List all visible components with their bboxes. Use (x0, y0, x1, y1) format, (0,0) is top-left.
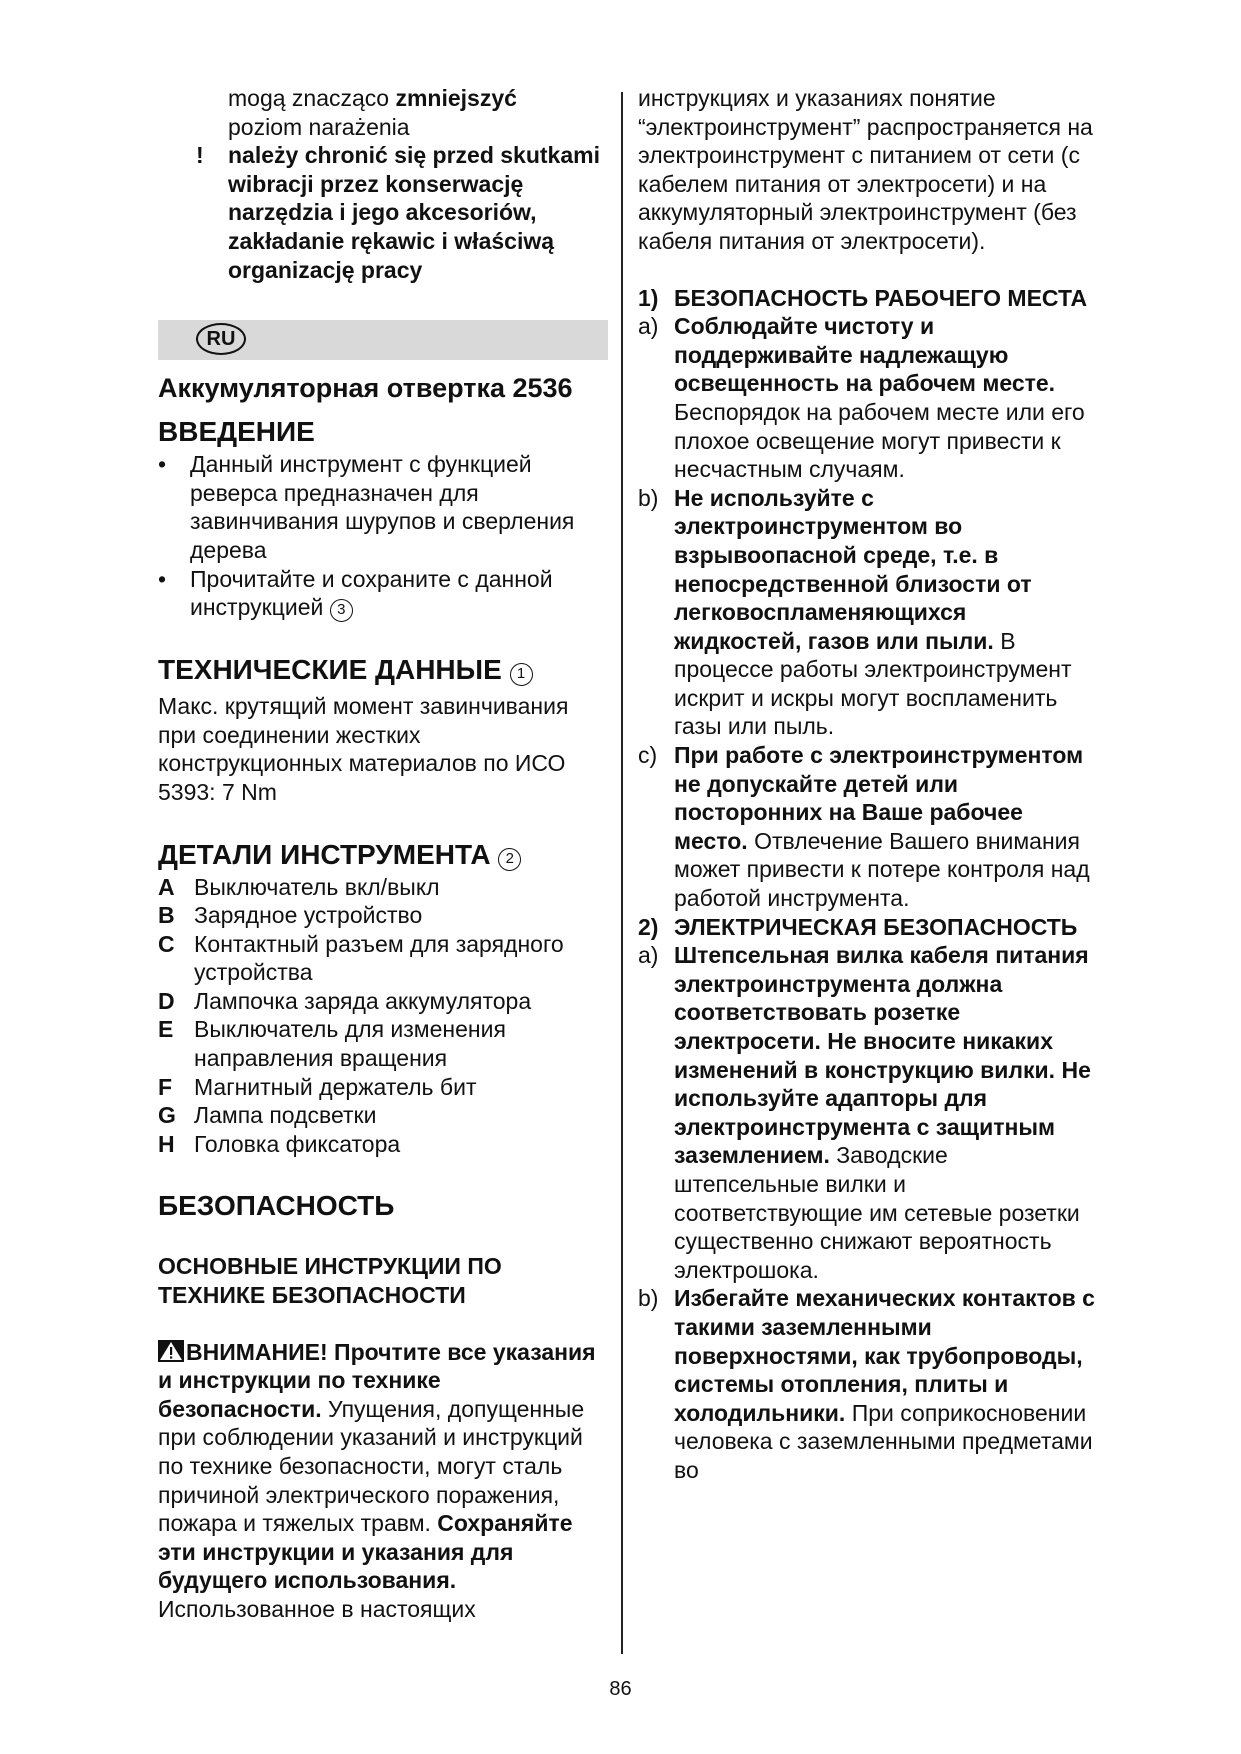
section-2-heading (638, 913, 1098, 942)
list-item (158, 930, 610, 987)
list-item (638, 484, 1098, 741)
part-text: Зарядное устройство (194, 902, 423, 929)
list-item (158, 873, 610, 902)
item-text: В процессе работы электроинструмент искрит и искры могут воспламенить газы или пыль. (674, 627, 1072, 740)
part-text: Контактный разъем для зарядного устройства (194, 930, 564, 986)
tech-heading-text: ТЕХНИЧЕСКИЕ ДАННЫЕ (158, 654, 510, 686)
part-letter: G (158, 1102, 176, 1129)
tech-data-heading (158, 652, 610, 688)
item-bold: Штепсельная вилка кабеля питания электроинструмента должна соответствовать розетке электросети. Не вносите никаких изменений в конструкцию вилки. Не используйте адапторы для электроинструмента с защитным заземлением. (674, 942, 1091, 1169)
bullet-text: Прочитайте и сохраните с данной инструкцией (190, 565, 553, 621)
tech-data-text: Макс. крутящий момент завинчивания при соединении жестких конструкционных материалов по ИСО 5393: 7 Nm (158, 693, 569, 805)
list-item (638, 1284, 1098, 1484)
part-letter: H (158, 1130, 175, 1157)
exclamation-mark: ! (196, 142, 204, 169)
figure-ref-icon: 3 (330, 599, 353, 622)
section-number: 2) (638, 913, 659, 940)
part-letter: D (158, 987, 175, 1014)
list-item (638, 741, 1098, 913)
bullet: • (158, 451, 167, 478)
column-divider (621, 92, 623, 1654)
language-badge: RU (196, 323, 246, 355)
polish-bold: zmniejszyć (395, 85, 517, 111)
safety-heading: БЕЗОПАСНОСТЬ (158, 1190, 395, 1222)
item-letter: b) (638, 484, 659, 511)
item-letter: a) (638, 942, 659, 969)
section-title: БЕЗОПАСНОСТЬ РАБОЧЕГО МЕСТА (674, 284, 1088, 311)
item-text: Заводские штепсельные вилки и соответствующие им сетевые розетки существенно снижают вероятность электрошока. (674, 1142, 1080, 1283)
language-bar (158, 320, 608, 360)
polish-text: mogą znacząco (228, 85, 396, 111)
page-number: 86 (609, 1678, 632, 1700)
warning-triangle-icon (158, 1340, 184, 1362)
polish-text-2: poziom narażenia (228, 113, 410, 140)
list-item (158, 987, 610, 1016)
list-item (638, 941, 1098, 1284)
polish-continuation (158, 84, 610, 141)
item-bold: Избегайте механических контактов с такими заземленными поверхностями, как трубопроводы, системы отопления, плиты и холодильники. (674, 1285, 1095, 1426)
intro-bullets (158, 450, 610, 622)
parts-list (158, 873, 610, 1159)
bullet: • (158, 565, 167, 592)
list-item (158, 450, 610, 564)
item-text: Отвлечение Вашего внимания может привести к потере контроля над работой инструмента. (674, 827, 1090, 912)
polish-warning-text: należy chronić się przed skutkami wibracji przez konserwację narzędzia i jego akcesoriów, zakładanie rękawic i właściwą organizację pracy (228, 142, 600, 283)
section-title: ЭЛЕКТРИЧЕСКАЯ БЕЗОПАСНОСТЬ (674, 913, 1078, 940)
warning-bold-2: Сохраняйте эти инструкции и указания для будущего использования. (158, 1510, 573, 1594)
list-item (158, 565, 610, 623)
part-letter: C (158, 930, 175, 957)
parts-heading-text: ДЕТАЛИ ИНСТРУМЕНТА (158, 838, 499, 870)
section-number: 1) (638, 284, 659, 311)
item-bold: Соблюдайте чистоту и поддерживайте надлежащую освещенность на рабочем месте. (674, 313, 1056, 397)
list-item (158, 1015, 610, 1072)
list-item (158, 1073, 610, 1102)
part-letter: F (158, 1073, 173, 1100)
part-letter: E (158, 1016, 174, 1043)
warning-bold-1: ВНИМАНИЕ! Прочтите все указания и инструкции по технике безопасности. (158, 1338, 596, 1422)
item-bold: При работе с электроинструментом не допускайте детей или посторонних на Ваше рабочее место. (674, 742, 1084, 854)
item-text: Беспорядок на рабочем месте или его плохое освещение могут привести к несчастным случаям. (674, 398, 1085, 483)
parts-heading (158, 837, 610, 873)
part-letter: A (158, 873, 175, 900)
part-text: Выключатель для изменения направления вращения (194, 1016, 506, 1072)
item-text: При соприкосновении человека с заземленными предметами во (674, 1399, 1093, 1483)
bullet-text: Данный инструмент с функцией реверса предназначен для завинчивания шурупов и сверления дерева (190, 451, 575, 563)
figure-ref-icon: 1 (510, 663, 533, 686)
right-column (638, 84, 1098, 1485)
part-text: Выключатель вкл/выкл (194, 873, 440, 900)
safety-subheading: ОСНОВНЫЕ ИНСТРУКЦИИ ПО ТЕХНИКЕ БЕЗОПАСНОСТИ (158, 1253, 502, 1309)
polish-warning-item (158, 141, 610, 284)
part-letter: B (158, 902, 175, 929)
list-item (158, 901, 610, 930)
product-title: Аккумуляторная отвертка 2536 (158, 373, 573, 404)
part-text: Магнитный держатель бит (194, 1073, 477, 1100)
definition-text: инструкциях и указаниях понятие “электроинструмент” распространяется на электроинструмент с питанием от сети (с кабелем питания от электросети) и на аккумуляторный электроинструмент (без кабеля питания от электросети). (638, 85, 1093, 254)
warning-text-1: Упущения, допущенные при соблюдении указаний и инструкций по технике безопасности, могут сталь причиной электрического поражения, пожара и тяжелых травм. (158, 1395, 585, 1537)
list-item (158, 1130, 610, 1159)
left-column (158, 84, 610, 1624)
section-1-heading (638, 284, 1098, 313)
figure-ref-icon: 2 (498, 848, 521, 871)
item-letter: a) (638, 313, 659, 340)
item-bold: Не используйте с электроинструментом во взрывоопасной среде, т.е. в непосредственной близости от легковоспламеняющихся жидкостей, газов или пыли. (674, 484, 1032, 654)
list-item (158, 1101, 610, 1130)
item-letter: c) (638, 742, 658, 769)
part-text: Головка фиксатора (194, 1130, 401, 1157)
intro-heading: ВВЕДЕНИЕ (158, 416, 315, 448)
warning-text-2: Использованное в настоящих (158, 1595, 476, 1622)
part-text: Лампа подсветки (194, 1102, 377, 1129)
part-text: Лампочка заряда аккумулятора (194, 987, 532, 1014)
list-item (638, 312, 1098, 484)
item-letter: b) (638, 1285, 659, 1312)
general-warning (158, 1338, 610, 1624)
